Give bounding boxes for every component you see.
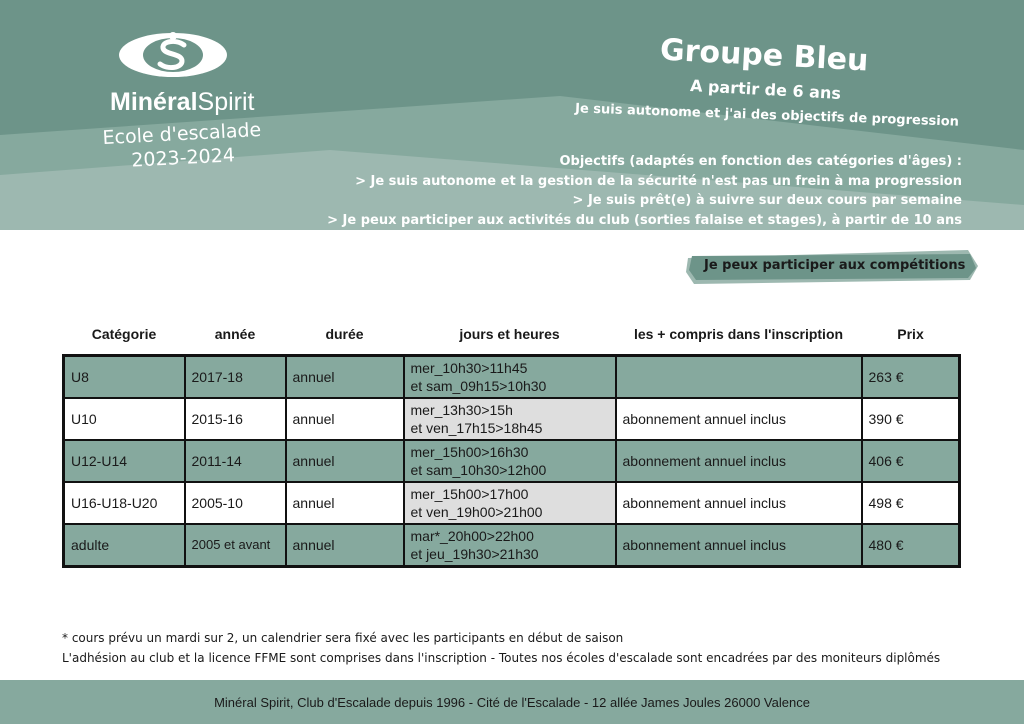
- horaire-1: mer_10h30>11h45: [410, 360, 528, 376]
- objective-item: > Je peux participer aux activités du club (sorties falaise et stages), à partir de 10 ans: [327, 212, 962, 228]
- badge-label: Je peux participer aux compétitions: [704, 258, 966, 273]
- footnotes: [62, 628, 940, 668]
- header-prix: Prix: [897, 325, 924, 342]
- table-row: [64, 356, 960, 399]
- pricing-table: [62, 314, 961, 568]
- header-categorie: Catégorie: [91, 325, 157, 342]
- header-duree: durée: [325, 325, 364, 342]
- header-horaires: jours et heures: [459, 325, 560, 342]
- cell-prix: 498 €: [862, 482, 960, 524]
- brand-bold: Minéral: [110, 88, 198, 116]
- footer-address: Minéral Spirit, Club d'Escalade depuis 1996 - Cité de l'Escalade - 12 allée James Joules 26000 Valence: [214, 694, 810, 710]
- horaire-2: et sam_10h30>12h00: [410, 462, 547, 478]
- horaire-2: et jeu_19h30>21h30: [410, 546, 539, 562]
- horaire-1: mar*_20h00>22h00: [410, 528, 534, 544]
- school-name: Ecole d'escalade: [102, 118, 262, 150]
- cell-inclus: abonnement annuel inclus: [616, 398, 862, 440]
- cell-horaires: [404, 440, 616, 482]
- cell-categorie: U16-U18-U20: [64, 482, 185, 524]
- cell-prix: 406 €: [862, 440, 960, 482]
- horaire-2: et sam_09h15>10h30: [410, 378, 547, 394]
- cell-prix: 263 €: [862, 356, 960, 399]
- school-label: [99, 118, 266, 175]
- competition-badge: [686, 246, 978, 284]
- school-season: 2023-2024: [130, 144, 236, 172]
- cell-horaires: [404, 356, 616, 399]
- footnote-membership: L'adhésion au club et la licence FFME sont comprises dans l'inscription - Toutes nos écoles d'escalade sont encadrées par des moniteurs diplômés: [62, 651, 941, 665]
- cell-duree: annuel: [286, 398, 404, 440]
- group-tagline: Je suis autonome et j'ai des objectifs de progression: [574, 101, 960, 130]
- group-age: A partir de 6 ans: [689, 76, 842, 103]
- objectives-heading: Objectifs (adaptés en fonction des catégories d'âges) :: [559, 154, 962, 169]
- cell-annee: 2005-10: [185, 482, 286, 524]
- horaire-1: mer_15h00>16h30: [410, 444, 529, 460]
- cell-duree: annuel: [286, 524, 404, 567]
- cell-categorie: U8: [64, 356, 185, 399]
- horaire-2: et ven_19h00>21h00: [410, 504, 543, 520]
- horaire-2: et ven_17h15>18h45: [410, 420, 543, 436]
- table-header-row: [64, 314, 960, 356]
- cell-horaires: [404, 524, 616, 567]
- header-inclus: les + compris dans l'inscription: [633, 325, 844, 342]
- table-row: [64, 524, 960, 567]
- horaire-1: mer_15h00>17h00: [410, 486, 529, 502]
- brand-name: [110, 88, 300, 117]
- cell-categorie: adulte: [64, 524, 185, 567]
- cell-annee: 2015-16: [185, 398, 286, 440]
- cell-annee: 2017-18: [185, 356, 286, 399]
- brand-light: Spirit: [197, 88, 255, 116]
- cell-inclus: abonnement annuel inclus: [616, 524, 862, 567]
- objective-item: > Je suis autonome et la gestion de la sécurité n'est pas un frein à ma progression: [355, 173, 962, 189]
- cell-horaires: [404, 398, 616, 440]
- table-row: [64, 482, 960, 524]
- table-row: [64, 398, 960, 440]
- cell-horaires: [404, 482, 616, 524]
- cell-prix: 390 €: [862, 398, 960, 440]
- cell-prix: 480 €: [862, 524, 960, 567]
- cell-inclus: [616, 356, 862, 399]
- cell-inclus: abonnement annuel inclus: [616, 440, 862, 482]
- objectives-block: [327, 152, 962, 230]
- footnote-schedule: * cours prévu un mardi sur 2, un calendrier sera fixé avec les participants en début de saison: [62, 631, 624, 645]
- cell-duree: annuel: [286, 356, 404, 399]
- header-annee: année: [214, 325, 256, 342]
- header-banner: [0, 0, 1024, 230]
- cell-duree: annuel: [286, 440, 404, 482]
- objective-item: > Je suis prêt(e) à suivre sur deux cours par semaine: [572, 193, 962, 208]
- horaire-1: mer_13h30>15h: [410, 402, 513, 418]
- group-title: Groupe Bleu: [659, 32, 870, 79]
- table-row: [64, 440, 960, 482]
- cell-categorie: U12-U14: [64, 440, 185, 482]
- cell-inclus: abonnement annuel inclus: [616, 482, 862, 524]
- cell-categorie: U10: [64, 398, 185, 440]
- cell-duree: annuel: [286, 482, 404, 524]
- cell-annee: 2011-14: [185, 440, 286, 482]
- climbing-club-logo-icon: [118, 30, 228, 80]
- footer-bar: [0, 680, 1024, 724]
- cell-annee: 2005 et avant: [185, 524, 286, 567]
